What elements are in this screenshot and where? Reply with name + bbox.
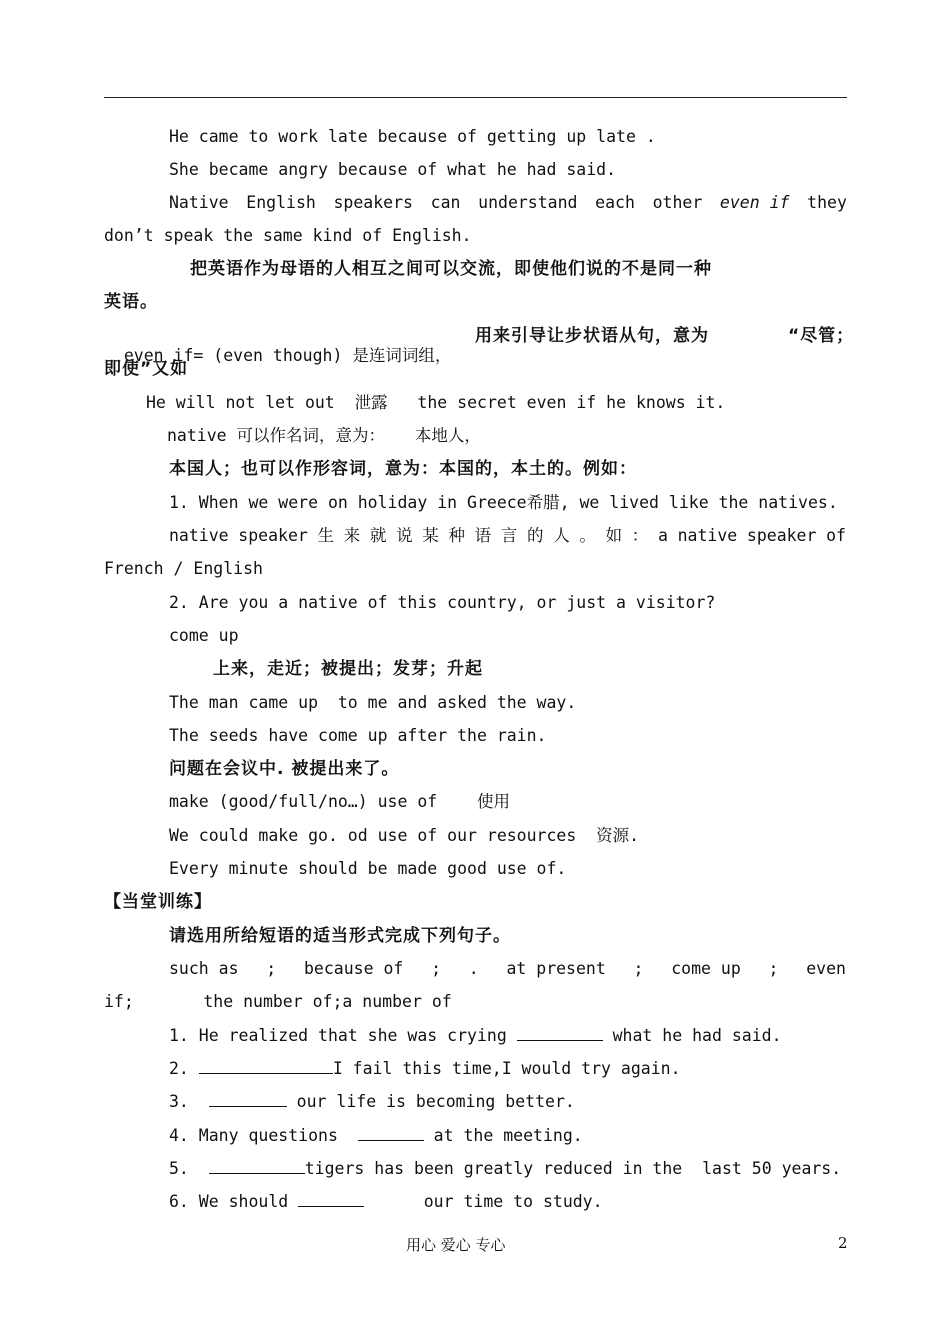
text-line-chinese: 即使”又如 <box>104 359 189 379</box>
exercise-item: 3. our life is becoming better. <box>169 1092 575 1111</box>
phrase-list: such as ; because of ; . at present ; come up ; even <box>169 959 846 978</box>
answer-blank[interactable] <box>517 1026 603 1041</box>
text-line-chinese: 英语。 <box>104 292 158 312</box>
answer-blank[interactable] <box>209 1092 287 1107</box>
exercise-instruction: 请选用所给短语的适当形式完成下列句子。 <box>169 926 511 946</box>
text-line: He came to work late because of getting up late . <box>169 127 656 146</box>
text-line: Every minute should be made good use of. <box>169 859 567 878</box>
page-number: 2 <box>838 1234 848 1252</box>
answer-blank[interactable] <box>358 1126 424 1141</box>
text-line: The seeds have come up after the rain. <box>169 726 547 745</box>
text-line: French / English <box>104 559 263 578</box>
text-line-chinese: 问题在会议中. 被提出来了。 <box>169 759 400 779</box>
text-line-justified: native speaker 生 来 就 说 某 种 语 言 的 人 。 如 ： a native speaker of <box>169 526 846 545</box>
text-line: make (good/full/no…) use of 使用 <box>169 792 510 811</box>
text-line: He will not let out 泄露 the secret even if he knows it. <box>146 393 726 412</box>
text-line-chinese: 本国人；也可以作形容词，意为：本国的，本土的。例如： <box>169 459 637 479</box>
text-line: even if= (even though) 是连词词组， <box>123 346 452 365</box>
answer-blank[interactable] <box>209 1159 305 1174</box>
text-line-chinese: 把英语作为母语的人相互之间可以交流，即使他们说的不是同一种 <box>190 259 712 279</box>
text-line: The man came up to me and asked the way. <box>169 693 577 712</box>
section-heading: 【当堂训练】 <box>104 892 212 912</box>
phrase-list: if; the number of;a number of <box>104 992 452 1011</box>
text-line: We could make go. od use of our resources 资源. <box>169 826 640 845</box>
exercise-item: 5. tigers has been greatly reduced in the last 50 years. <box>169 1159 842 1178</box>
exercise-item: 6. We should our time to study. <box>169 1192 603 1211</box>
text-line: don’t speak the same kind of English. <box>104 226 472 245</box>
exercise-item: 2. I fail this time,I would try again. <box>169 1059 681 1078</box>
text-line-chinese: 用来引导让步状语从句，意为 <box>475 326 709 346</box>
exercise-item: 4. Many questions at the meeting. <box>169 1126 583 1145</box>
text-line: She became angry because of what he had said. <box>169 160 617 179</box>
text-line-chinese: “尽管； <box>788 326 855 346</box>
text-line: native 可以作名词，意为： 本地人， <box>167 426 481 445</box>
text-line: 1. When we were on holiday in Greece希腊, we lived like the natives. <box>169 493 838 512</box>
text-line: come up <box>169 626 239 645</box>
footer-slogan: 用心 爱心 专心 <box>406 1236 506 1254</box>
header-rule <box>104 97 847 98</box>
exercise-item: 1. He realized that she was crying what he had said. <box>169 1026 782 1045</box>
text-line-chinese: 上来，走近；被提出；发芽；升起 <box>213 659 483 679</box>
text-line: 2. Are you a native of this country, or just a visitor? <box>169 593 716 612</box>
answer-blank[interactable] <box>199 1059 333 1074</box>
answer-blank[interactable] <box>298 1192 364 1207</box>
text-line-justified: Native English speakers can understand each other even if they <box>169 193 847 212</box>
